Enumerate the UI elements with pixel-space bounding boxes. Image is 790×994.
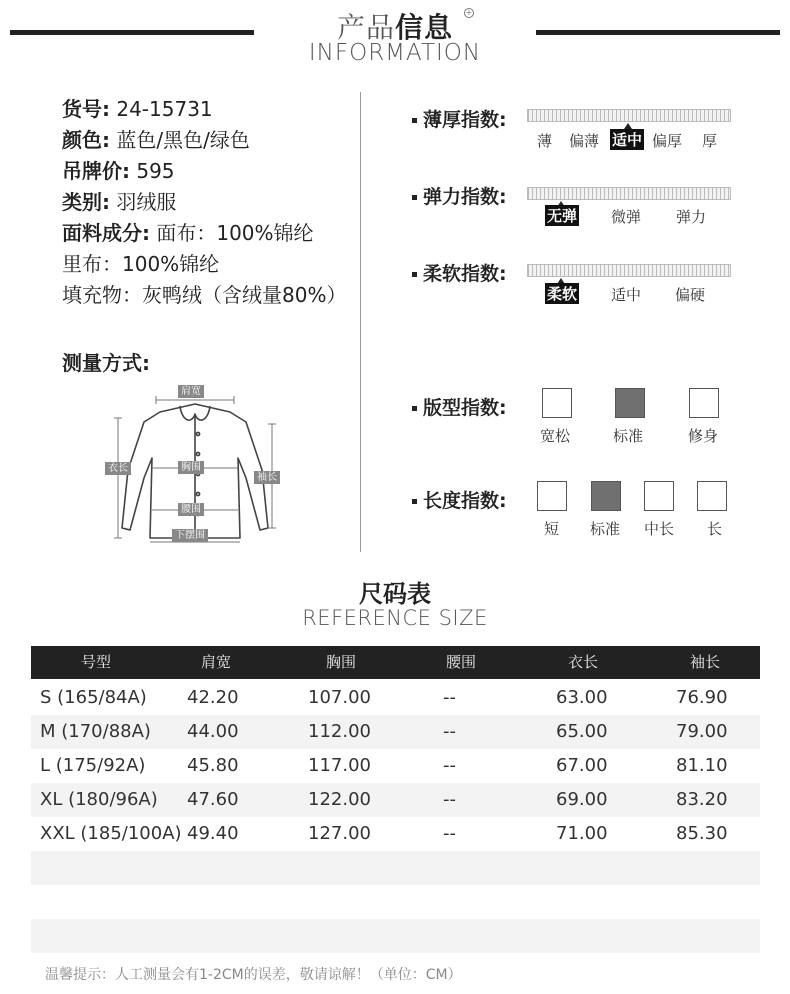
length-box-standard	[591, 481, 621, 511]
thickness-option-medium: 适中	[612, 131, 643, 149]
table-cell: 67.00	[556, 755, 608, 776]
table-cell: --	[443, 823, 456, 844]
table-cell: --	[443, 687, 456, 708]
header-length: 衣长	[567, 653, 598, 671]
tag-price-value: 595	[130, 159, 175, 183]
thickness-label: 薄厚指数:	[412, 105, 507, 132]
table-cell: L (175/92A)	[40, 755, 146, 776]
vertical-divider	[360, 92, 361, 552]
table-cell: --	[443, 721, 456, 742]
thickness-option-thin: 薄	[537, 132, 553, 150]
table-cell: 42.20	[187, 687, 239, 708]
length-box-short	[537, 481, 567, 511]
table-cell: --	[443, 755, 456, 776]
fit-option-loose: 宽松	[540, 427, 571, 445]
length-option-standard: 标准	[590, 520, 621, 538]
table-row	[31, 817, 760, 851]
table-cell: 49.40	[187, 823, 239, 844]
table-cell: 45.80	[187, 755, 239, 776]
size-table-subtitle: REFERENCE SIZE	[302, 606, 488, 630]
table-cell: 127.00	[308, 823, 371, 844]
table-cell: 81.10	[676, 755, 728, 776]
table-cell: 63.00	[556, 687, 608, 708]
colors	[62, 128, 250, 152]
lining: 里布：100%锦纶	[62, 252, 220, 276]
item-number-value: 24-15731	[110, 97, 213, 121]
length-option-mid: 中长	[644, 520, 675, 538]
thickness-option-slightly-thin: 偏薄	[569, 132, 600, 150]
header-shoulder: 肩宽	[200, 653, 231, 671]
table-cell: 117.00	[308, 755, 371, 776]
fabric-value: 面布：100%锦纶	[150, 221, 314, 245]
size-table-header	[31, 646, 760, 679]
item-number-label: 货号:	[62, 97, 110, 121]
table-cell: 79.00	[676, 721, 728, 742]
thickness-option-thick: 厚	[702, 132, 718, 150]
table-cell: 85.30	[676, 823, 728, 844]
category	[62, 190, 176, 214]
tag-length: 衣长	[105, 462, 131, 475]
table-cell: 71.00	[556, 823, 608, 844]
elasticity-option-slight: 微弹	[611, 208, 642, 226]
tag-shoulder: 肩宽	[178, 385, 204, 398]
elasticity-label: 弹力指数:	[412, 182, 507, 209]
table-row	[31, 715, 760, 749]
table-cell: 76.90	[676, 687, 728, 708]
table-row-empty	[31, 919, 760, 953]
category-label: 类别:	[62, 190, 110, 214]
softness-option-soft: 柔软	[547, 285, 578, 303]
softness-option-hard: 偏硬	[675, 286, 706, 304]
table-cell: 47.60	[187, 789, 239, 810]
length-option-short: 短	[544, 520, 560, 538]
thickness-ruler	[527, 109, 731, 122]
header-waist: 腰围	[445, 653, 476, 671]
header-size: 号型	[80, 653, 111, 671]
header-title-bold: 信息	[395, 11, 454, 44]
table-cell: M (170/88A)	[40, 721, 151, 742]
elasticity-option-elastic: 弹力	[676, 208, 707, 226]
header-title-light: 产品	[336, 11, 395, 44]
thickness-option-slightly-thick: 偏厚	[652, 132, 683, 150]
table-cell: 44.00	[187, 721, 239, 742]
tag-chest: 胸围	[178, 461, 204, 474]
table-row	[31, 783, 760, 817]
filling: 填充物：灰鸭绒（含绒量80%）	[62, 283, 347, 307]
tag-price	[62, 159, 175, 183]
table-cell: 107.00	[308, 687, 371, 708]
elasticity-ruler	[527, 187, 731, 200]
length-label: 长度指数:	[412, 486, 507, 513]
length-option-long: 长	[707, 520, 723, 538]
fit-box-slim	[689, 388, 719, 418]
table-cell: 112.00	[308, 721, 371, 742]
length-box-long	[697, 481, 727, 511]
table-cell: S (165/84A)	[40, 687, 147, 708]
fit-option-standard: 标准	[613, 427, 644, 445]
header-subtitle: INFORMATION	[308, 40, 482, 66]
measure-title: 测量方式:	[62, 351, 150, 375]
tag-sleeve: 袖长	[254, 471, 280, 484]
softness-ruler	[527, 264, 731, 277]
item-number	[62, 97, 213, 121]
header-chest: 胸围	[325, 653, 356, 671]
colors-label: 颜色:	[62, 128, 110, 152]
table-cell: XL (180/96A)	[40, 789, 158, 810]
fabric	[62, 221, 314, 245]
table-row	[31, 681, 760, 715]
colors-value: 蓝色/黑色/绿色	[110, 128, 250, 152]
table-cell: 83.20	[676, 789, 728, 810]
fit-box-standard	[615, 388, 645, 418]
table-row-empty	[31, 851, 760, 885]
tag-hem: 下摆围	[172, 529, 208, 542]
fit-box-loose	[542, 388, 572, 418]
table-cell: 69.00	[556, 789, 608, 810]
table-cell: 122.00	[308, 789, 371, 810]
table-cell: 65.00	[556, 721, 608, 742]
table-row	[31, 749, 760, 783]
fit-label: 版型指数:	[412, 393, 507, 420]
header-sleeve: 袖长	[689, 653, 720, 671]
softness-option-medium: 适中	[611, 286, 642, 304]
fit-option-slim: 修身	[688, 427, 719, 445]
tag-waist: 腰围	[178, 503, 204, 516]
category-value: 羽绒服	[110, 190, 177, 214]
elasticity-option-none: 无弹	[547, 207, 578, 225]
registered-mark-icon: +	[465, 8, 473, 17]
length-box-mid	[644, 481, 674, 511]
table-cell: --	[443, 789, 456, 810]
measurement-note: 温馨提示：人工测量会有1-2CM的误差，敬请谅解！（单位：CM）	[45, 967, 462, 983]
table-cell: XXL (185/100A)	[40, 823, 182, 844]
softness-label: 柔软指数:	[412, 259, 507, 286]
fabric-label: 面料成分:	[62, 221, 150, 245]
tag-price-label: 吊牌价:	[62, 159, 130, 183]
size-table-title: 尺码表	[359, 580, 431, 608]
